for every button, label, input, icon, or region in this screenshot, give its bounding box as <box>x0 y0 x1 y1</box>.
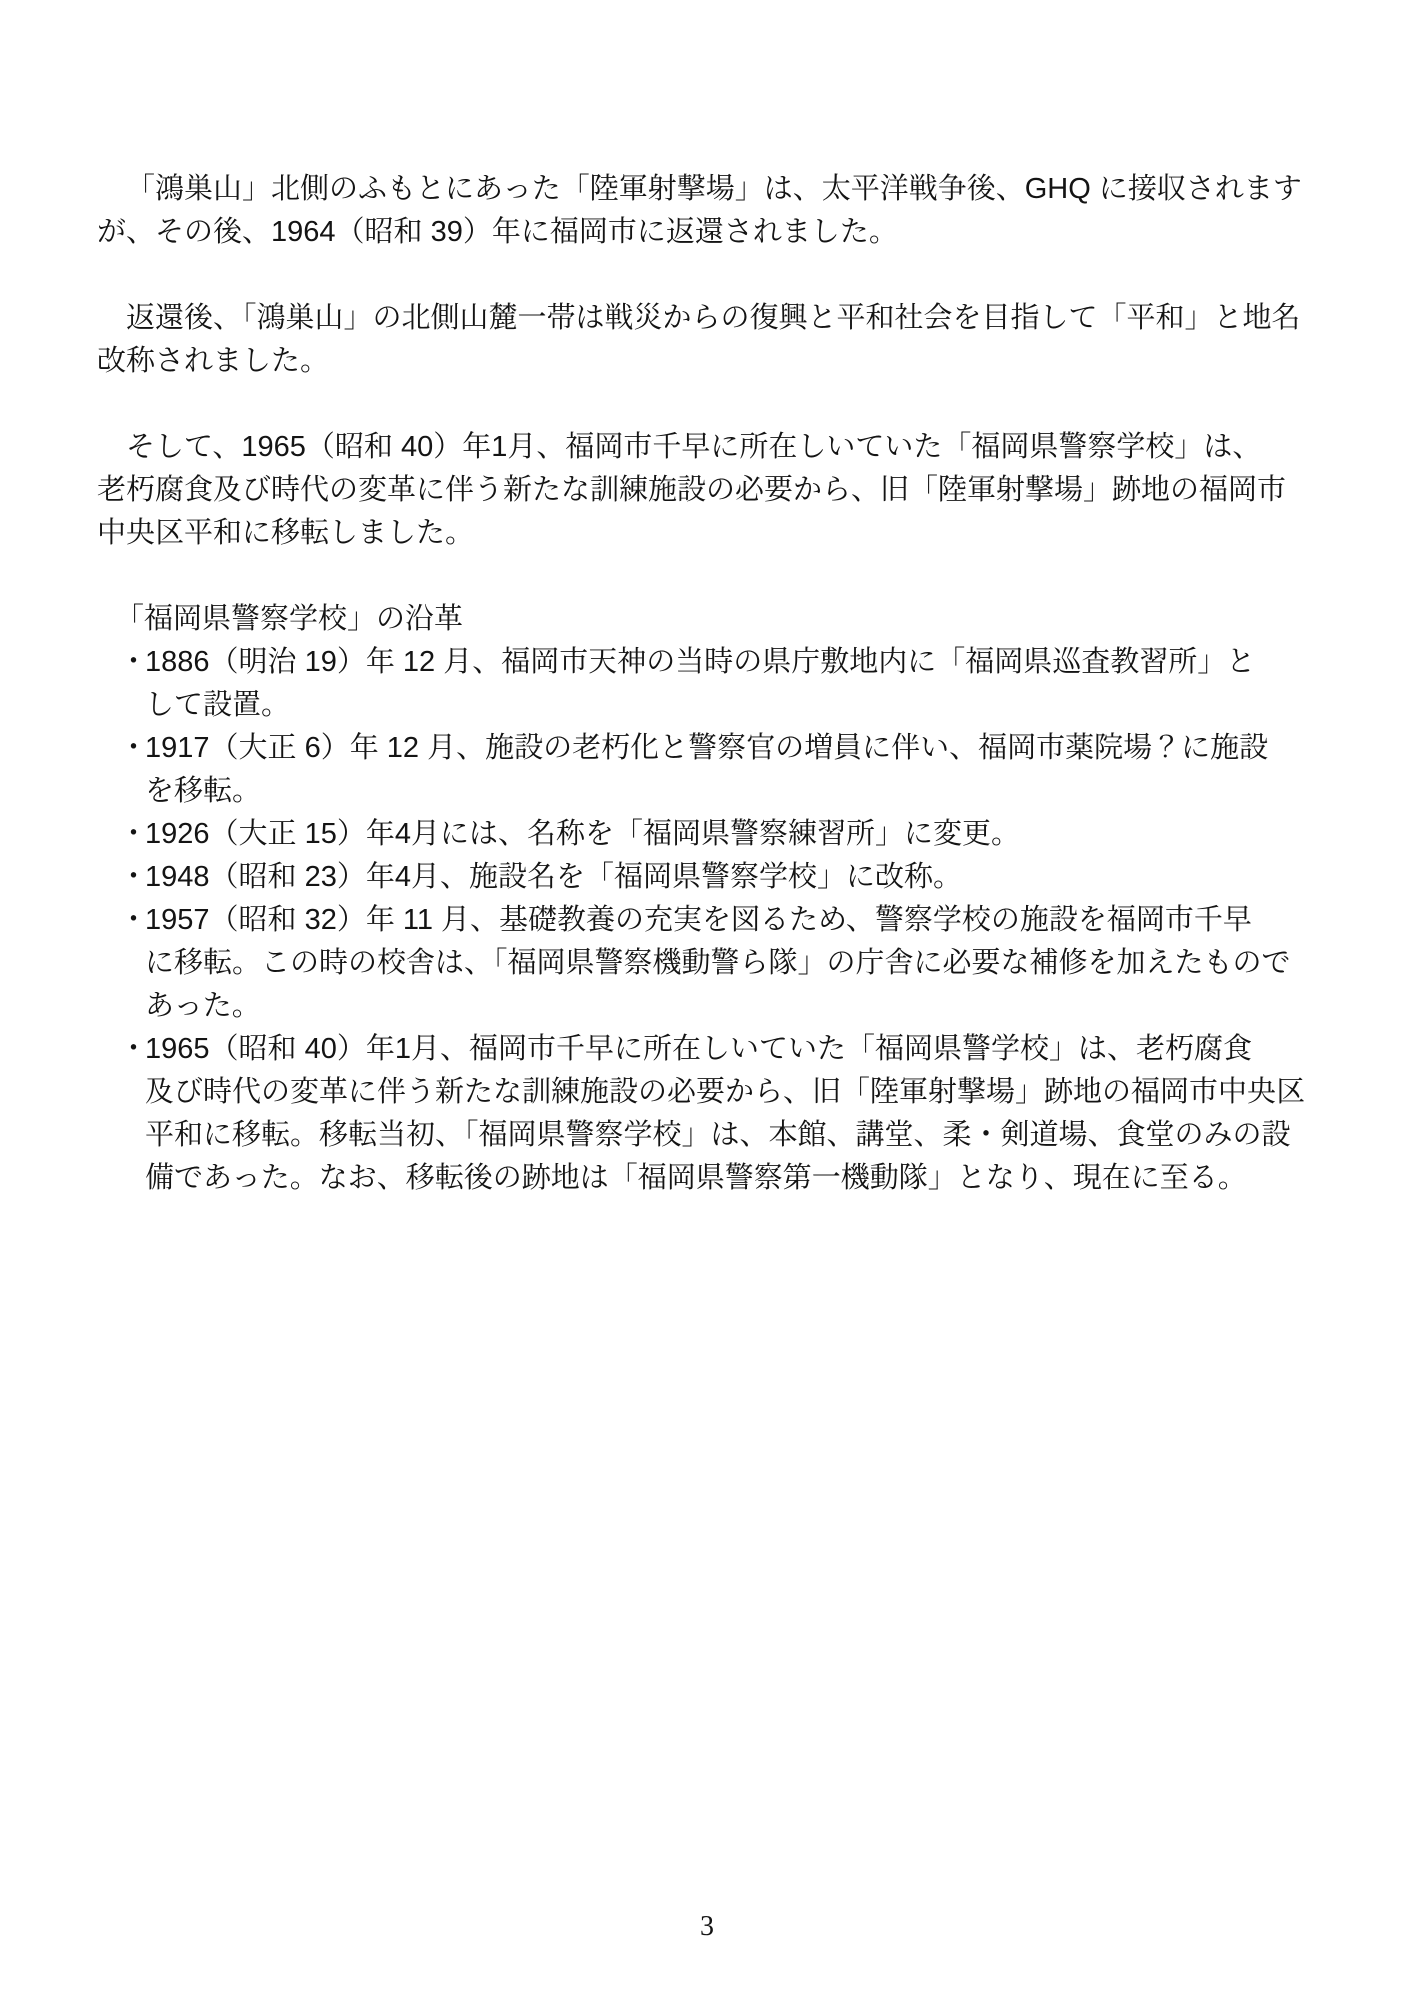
bullet-marker: ・ <box>119 818 149 850</box>
paragraph-line: そして、1965（昭和 40）年1月、福岡市千早に所在しいていた「福岡県警察学校」は、 <box>126 431 1262 463</box>
bullet-line: を移転。 <box>145 775 262 807</box>
page-number: 3 <box>700 1911 714 1942</box>
paragraph <box>97 426 1312 555</box>
paragraph-line: が、その後、1964（昭和 39）年に福岡市に返還されました。 <box>97 216 898 248</box>
paragraph-line: 返還後、「鴻巣山」の北側山麓一帯は戦災からの復興と平和社会を目指して「平和」と地名 <box>126 302 1301 334</box>
paragraph-line: 「鴻巣山」北側のふもとにあった「陸軍射撃場」は、太平洋戦争後、GHQ に接収されます <box>126 173 1302 205</box>
bullet-item <box>97 899 1312 1028</box>
section-heading: 「福岡県警察学校」の沿革 <box>115 603 464 635</box>
bullet-item <box>97 813 1312 856</box>
bullet-line: 及び時代の変革に伴う新たな訓練施設の必要から、旧「陸軍射撃場」跡地の福岡市中央区 <box>145 1076 1306 1108</box>
document-body <box>97 168 1312 1200</box>
bullet-line: 平和に移転。移転当初、「福岡県警察学校」は、本館、講堂、柔・剣道場、食堂のみの設 <box>145 1119 1291 1151</box>
bullet-item <box>97 641 1312 727</box>
bullet-line: 1886（明治 19）年 12 月、福岡市天神の当時の県庁敷地内に「福岡県巡査教習所」と <box>145 646 1256 678</box>
bullet-item <box>97 856 1312 899</box>
bullet-marker: ・ <box>119 1033 149 1065</box>
paragraph-line: 中央区平和に移転しました。 <box>97 517 475 549</box>
bullet-marker: ・ <box>119 732 149 764</box>
bullet-marker: ・ <box>119 904 149 936</box>
bullet-line: 備であった。なお、移転後の跡地は「福岡県警察第一機動隊」となり、現在に至る。 <box>145 1162 1247 1194</box>
paragraph-line: 改称されました。 <box>97 345 330 377</box>
history-list <box>97 641 1312 1200</box>
bullet-marker: ・ <box>119 646 149 678</box>
bullet-line: に移転。この時の校舎は、「福岡県警察機動警ら隊」の庁舎に必要な補修を加えたもので <box>145 947 1291 979</box>
bullet-marker: ・ <box>119 861 149 893</box>
bullet-item <box>97 1028 1312 1200</box>
bullet-line: 1917（大正 6）年 12 月、施設の老朽化と警察官の増員に伴い、福岡市薬院場？に施設 <box>145 732 1269 764</box>
bullet-line: 1965（昭和 40）年1月、福岡市千早に所在しいていた「福岡県警学校」は、老朽腐食 <box>145 1033 1252 1065</box>
paragraph <box>97 168 1312 254</box>
bullet-line: あった。 <box>145 990 261 1022</box>
paragraph <box>97 297 1312 383</box>
bullet-line: 1957（昭和 32）年 11 月、基礎教養の充実を図るため、警察学校の施設を福岡市千早 <box>145 904 1252 936</box>
bullet-line: して設置。 <box>145 689 291 721</box>
bullet-line: 1926（大正 15）年4月には、名称を「福岡県警察練習所」に変更。 <box>145 818 1020 850</box>
bullet-line: 1948（昭和 23）年4月、施設名を「福岡県警察学校」に改称。 <box>145 861 962 893</box>
paragraph-line: 老朽腐食及び時代の変革に伴う新たな訓練施設の必要から、旧「陸軍射撃場」跡地の福岡市 <box>97 474 1287 506</box>
bullet-item <box>97 727 1312 813</box>
